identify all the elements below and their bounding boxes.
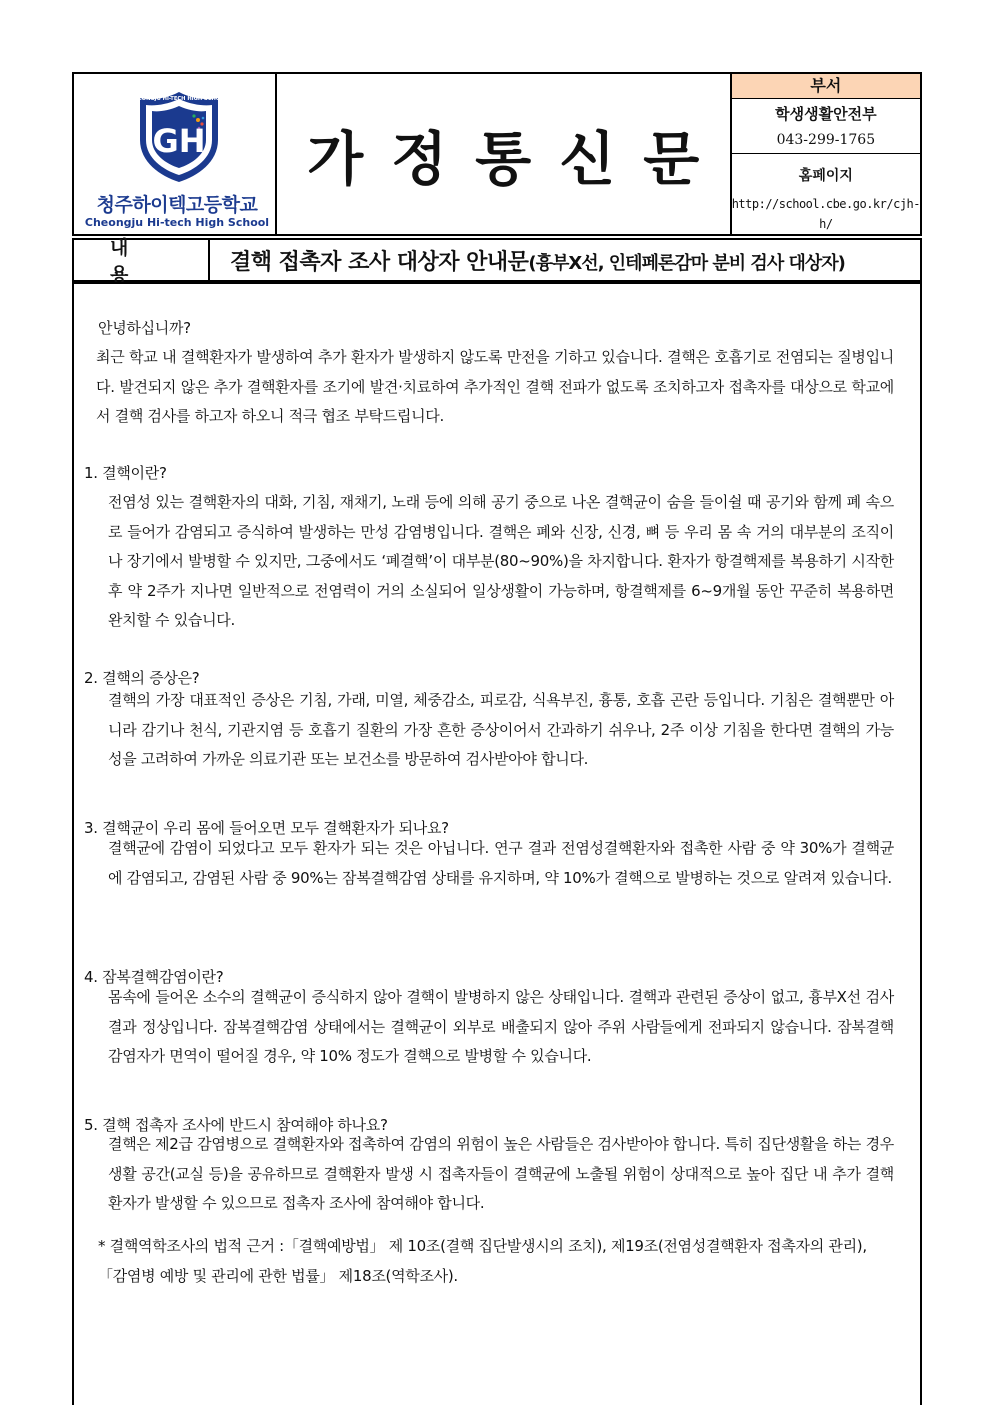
dept-phone: 043-299-1765 <box>732 127 920 154</box>
section-text: 결핵의 가장 대표적인 증상은 기침, 가래, 미열, 체중감소, 피로감, 식욕부진, 흉통, 호흡 곤란 등입니다. 기침은 결핵뿐만 아니라 감기나 천식, 기관지염 등 호흡기 질환의 가장 흔한 증상이어서 간과하기 쉬우나, 2주 이상 기침을 한다면 결핵의 가능성을 고려하여 가까운 의료기관 또는 보건소를 방문하여 검사받아야 합니다. <box>108 691 894 768</box>
section-text: 몸속에 들어온 소수의 결핵균이 증식하지 않아 결핵이 발병하지 않은 상태입니다. 결핵과 관련된 증상이 없고, 흉부X선 검사결과 정상입니다. 잠복결핵감염 상태에서는 결핵균이 외부로 배출되지 않아 주위 사람들에게 전파되지 않습니다. 잠복결핵감염자가 면역이 떨어질 경우, 약 10% 정도가 결핵으로 발병할 수 있습니다. <box>108 988 894 1065</box>
subject-row <box>72 237 922 286</box>
notice-page <box>72 72 920 1403</box>
section-title: 5. 결핵 접촉자 조사에 반드시 참여해야 하나요? <box>84 1116 388 1134</box>
emblem-letters: GH <box>152 122 206 160</box>
emblem-arc-text: CHEONGJU HI-TECH HIGH SCHOOL <box>129 96 229 102</box>
dept-label: 부서 <box>732 74 920 99</box>
section-title: 3. 결핵균이 우리 몸에 들어오면 모두 결핵환자가 되나요? <box>84 819 449 837</box>
info-cell <box>732 74 920 234</box>
homepage-label: 홈페이지 <box>798 168 853 184</box>
greeting: 안녕하십니까? <box>98 319 191 337</box>
intro-paragraph: 최근 학교 내 결핵환자가 발생하여 추가 환자가 발생하지 않도록 만전을 기하고 있습니다. 결핵은 호흡기로 전염되는 질병입니다. 발견되지 않은 추가 결핵환자를 조기에 발견·치료하여 추가적인 결핵 전파가 없도록 조치하고자 접촉자를 대상으로 학교에서 결핵 검사를 하고자 하오니 적극 협조 부탁드립니다. <box>96 348 894 425</box>
subject-label: 내용 <box>74 240 210 280</box>
section-text: 전염성 있는 결핵환자의 대화, 기침, 재채기, 노래 등에 의해 공기 중으로 나온 결핵균이 숨을 들이쉴 때 공기와 함께 폐 속으로 들어가 감염되고 증식하여 발생하는 만성 감염병입니다. 결핵은 폐와 신장, 신경, 뼈 등 우리 몸 속 거의 대부분의 조직이나 장기에서 발병할 수 있지만, 그중에서도 ‘폐결핵’이 대부분(80~90%)을 차지합니다. 환자가 항결핵제를 복용하기 시작한 후 약 2주가 지나면 일반적으로 전염력이 거의 소실되어 일상생활이 가능하며, 항결핵제를 6~9개월 동안 꾸준히 복용하면 완치할 수 있습니다. <box>108 493 894 629</box>
body-box <box>72 282 922 1405</box>
dept-name: 학생생활안전부 <box>775 105 877 123</box>
subject-title <box>210 245 845 276</box>
section-title: 2. 결핵의 증상은? <box>84 669 200 687</box>
section-text: 결핵균에 감염이 되었다고 모두 환자가 되는 것은 아닙니다. 연구 결과 전염성결핵환자와 접촉한 사람 중 약 30%가 결핵균에 감염되고, 감염된 사람 중 90%는 잠복결핵감염 상태를 유지하며, 약 10%가 결핵으로 발병하는 것으로 알려져 있습니다. <box>108 839 894 887</box>
school-name-kr: 청주하이텍고등학교 <box>96 194 258 216</box>
page-title: 가정통신문 <box>307 125 728 193</box>
subject-title-sub: (흉부X선, 인테페론감마 분비 검사 대상자) <box>528 252 845 274</box>
school-name-en: Cheongju Hi-tech High School <box>84 216 270 229</box>
header-table <box>72 72 922 236</box>
subject-title-main: 결핵 접촉자 조사 대상자 안내문 <box>230 249 529 275</box>
homepage-link[interactable]: http://school.cbe.go.kr/cjh-h/ <box>731 197 920 231</box>
section-title: 4. 잠복결핵감염이란? <box>84 968 224 986</box>
title-cell <box>277 74 732 234</box>
emblem-text-layer <box>129 90 229 184</box>
school-logo-cell <box>74 74 277 234</box>
section-text: 결핵은 제2급 감염병으로 결핵환자와 접촉하여 감염의 위험이 높은 사람들은 검사받아야 합니다. 특히 집단생활을 하는 경우 생활 공간(교실 등)을 공유하므로 결핵환자 발생 시 접촉자들이 결핵균에 노출될 위험이 상대적으로 높아 집단 내 추가 결핵환자가 발생할 수 있으므로 접촉자 조사에 참여해야 합니다. <box>108 1135 894 1212</box>
legal-note: * 결핵역학조사의 법적 근거 :「결핵예방법」 제 10조(결핵 집단발생시의 조치), 제19조(전염성결핵환자 접촉자의 관리),「감염병 예방 및 관리에 관한 법률」 제18조(역학조사). <box>98 1237 867 1285</box>
section-title: 1. 결핵이란? <box>84 464 167 482</box>
